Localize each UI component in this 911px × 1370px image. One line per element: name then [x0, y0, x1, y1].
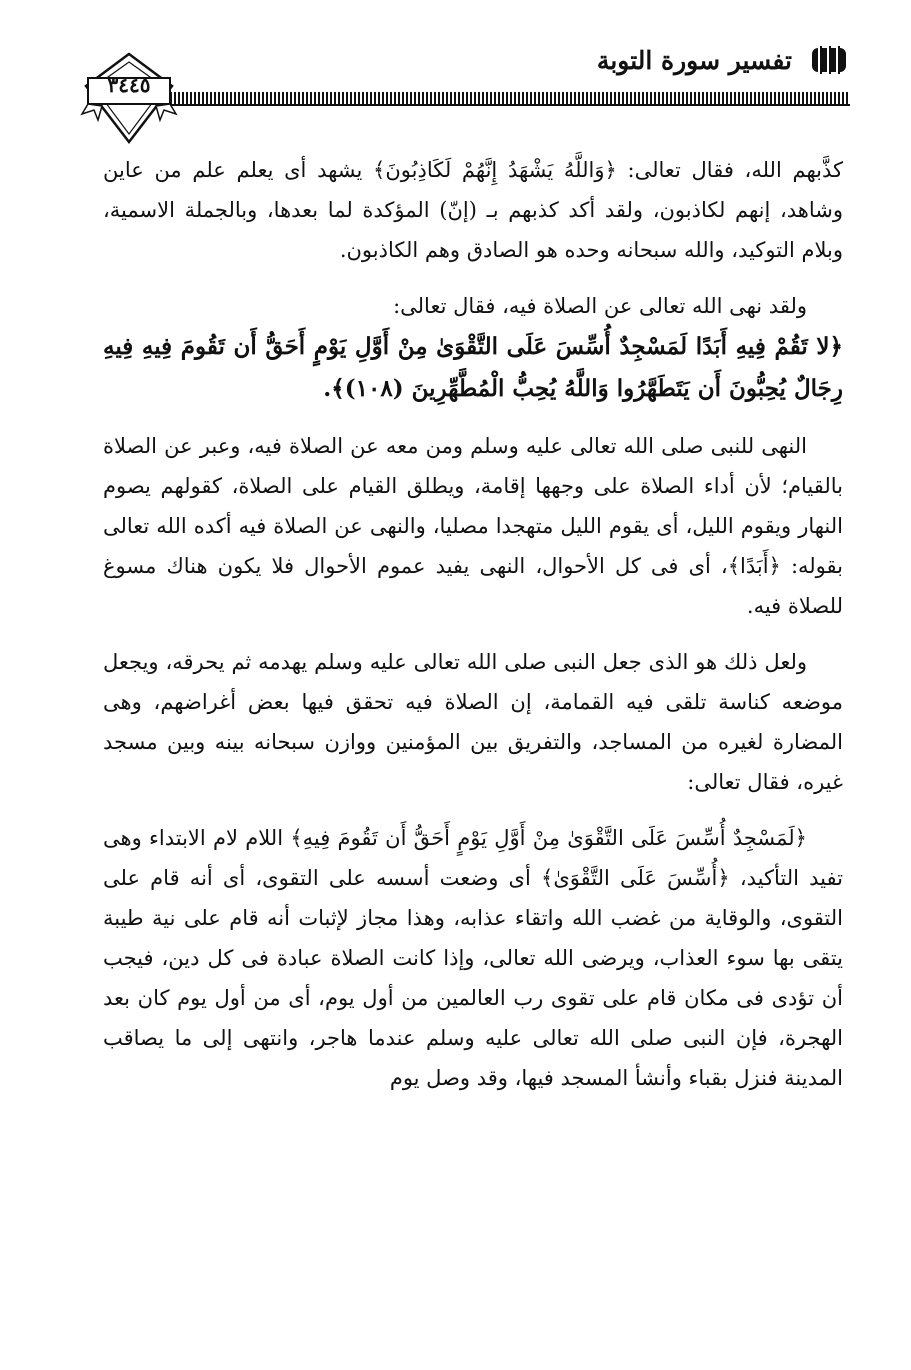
page-number: ٣٤٤٥ — [107, 73, 151, 97]
page-number-badge-icon — [80, 50, 178, 146]
page-body — [103, 150, 843, 1098]
header-rule-line — [162, 104, 850, 106]
paragraph-4: ولعل ذلك هو الذى جعل النبى صلى الله تعالى عليه وسلم يهدمه ثم يحرقه، ويجعل موضعه كناسة تلقى فيه القمامة، إن الصلاة فيه تحقق فيها بعض أغراضهم، وهى المضارة لغيره من المساجد، والتفريق بين المؤمنين ووازن سبحانه بينه وبين مسجد غيره، فقال تعالى: — [103, 650, 843, 794]
verse-block: ﴿لا تَقُمْ فِيهِ أَبَدًا لَمَسْجِدٌ أُسِّسَ عَلَى التَّقْوَىٰ مِنْ أَوَّلِ يَوْمٍ أَحَقُّ أَن تَقُومَ فِيهِ فِيهِ رِجَالٌ يُحِبُّونَ أَن يَتَطَهَّرُوا وَاللَّهُ يُحِبُّ الْمُطَّهِّرِينَ (١٠٨)﴾. — [103, 333, 843, 402]
paragraph-5: ﴿لَمَسْجِدٌ أُسِّسَ عَلَى التَّقْوَىٰ مِنْ أَوَّلِ يَوْمٍ أَحَقُّ أَن تَقُومَ فِيهِ﴾ اللام لام الابتداء وهى تفيد التأكيد، ﴿أُسِّسَ عَلَى التَّقْوَىٰ﴾ أى وضعت أسسه على التقوى، أى أنه قام على التقوى، والوقاية من غضب الله واتقاء عذابه، وهذا مجاز لإثبات أنه قام على نية طيبة يتقى بها سوء العذاب، ويرضى الله تعالى، وإذا كانت الصلاة عبادة فى كل دين، فيجب أن تؤدى فى مكان قام على تقوى رب العالمين من أول يوم، أى من أول يوم كان بعد الهجرة، فإن النبى صلى الله تعالى عليه وسلم عندما هاجر، وانتهى إلى ما يصاقب المدينة فنزل بقباء وأنشأ المسجد فيها، وقد وصل يوم — [103, 826, 843, 1090]
paragraph-1: كذَّبهم الله، فقال تعالى: ﴿وَاللَّهُ يَشْهَدُ إِنَّهُمْ لَكَاذِبُونَ﴾ يشهد أى يعلم علم من عاين وشاهد، إنهم لكاذبون، ولقد أكد كذبهم بـ (إنّ) المؤكدة لما بعدها، وبالجملة الاسمية، وبلام التوكيد، والله سبحانه وحده هو الصادق وهم الكاذبون. — [103, 158, 843, 262]
ornament-icon — [808, 42, 850, 78]
paragraph-3: النهى للنبى صلى الله تعالى عليه وسلم ومن معه عن الصلاة فيه، وعبر عن الصلاة بالقيام؛ لأن أداء الصلاة على وجهها إقامة، ويطلق القيام على الصلاة، كقولهم يصوم النهار ويقوم الليل، أى يقوم الليل متهجدا مصليا، والنهى عن الصلاة فيه أكده الله تعالى بقوله: ﴿أَبَدًا﴾، أى فى كل الأحوال، النهى يفيد عموم الأحوال فلا يكون هناك مسوغ للصلاة فيه. — [103, 434, 843, 618]
header-rule — [162, 92, 850, 104]
running-title: تفسير سورة التوبة — [596, 46, 792, 75]
page-header — [80, 40, 850, 140]
paragraph-2: ولقد نهى الله تعالى عن الصلاة فيه، فقال تعالى: — [393, 294, 807, 318]
